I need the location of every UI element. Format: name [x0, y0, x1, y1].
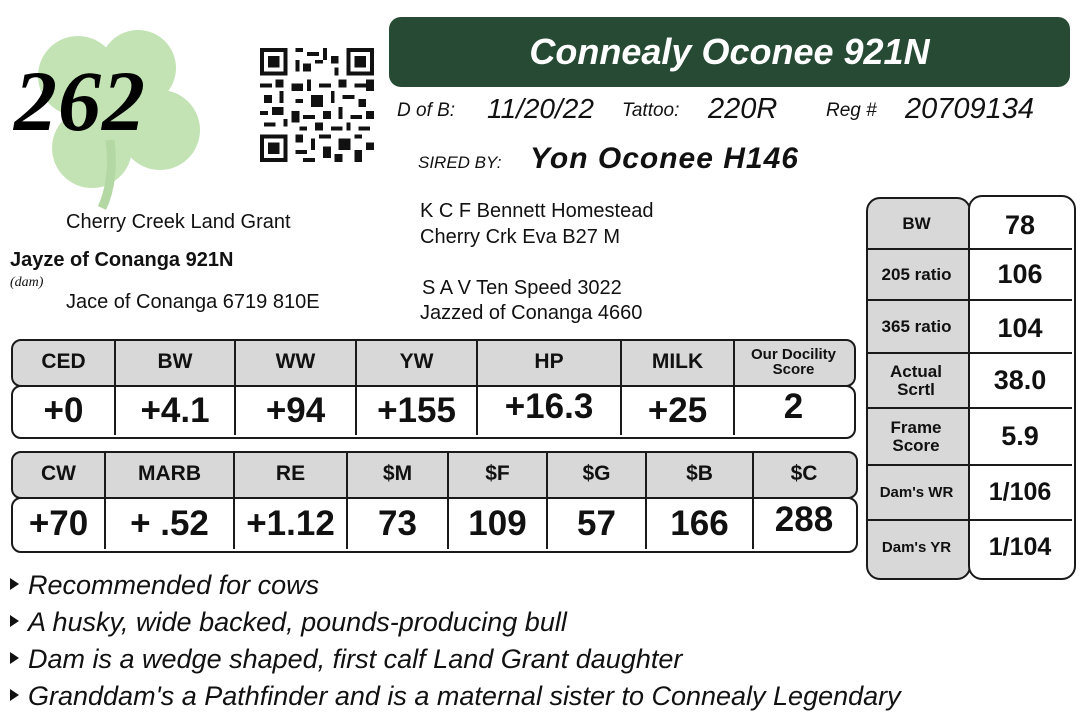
- epd-value-re: +1.12: [246, 504, 335, 543]
- epd-header-bw: BW: [157, 350, 193, 373]
- dob-value: 11/20/22: [487, 93, 594, 124]
- dam-label: (dam): [10, 275, 44, 290]
- epd-header-g: $G: [582, 462, 611, 485]
- pedigree-sire-dam: Cherry Crk Eva B27 M: [420, 226, 621, 248]
- epd-value-docility: 2: [783, 387, 804, 426]
- animal-name: Connealy Oconee 921N: [529, 31, 930, 72]
- stat-label-dam-wr: Dam's WR: [879, 484, 954, 501]
- bullet-triangle-icon: [10, 615, 19, 627]
- epd-value-hp: +16.3: [504, 387, 594, 426]
- epd-value-g: 57: [577, 504, 616, 543]
- epd-header-docility: Our Docility Score: [750, 346, 836, 378]
- sired-by-label: SIRED BY:: [418, 153, 502, 172]
- bullet-triangle-icon: [10, 578, 19, 590]
- epd-value-milk: +25: [647, 391, 708, 430]
- stat-label-205: 205 ratio: [881, 264, 952, 284]
- dob-label: D of B:: [397, 100, 456, 121]
- pedigree-dam-side-sire: S A V Ten Speed 3022: [422, 277, 622, 299]
- epd-value-cw: +70: [28, 504, 89, 543]
- note-item: Granddam's a Pathfinder and is a maternal sister to Conneal​y Legendary: [10, 681, 901, 712]
- epd-value-m: 73: [378, 504, 417, 543]
- reg-label: Reg #: [826, 100, 877, 121]
- epd-value-c: 288: [774, 500, 834, 539]
- epd-value-bw: +4.1: [140, 391, 210, 430]
- epd-value-b: 166: [670, 504, 729, 543]
- stat-value-365: 104: [997, 313, 1043, 343]
- epd-value-marb: + .52: [130, 504, 209, 543]
- epd-header-milk: MILK: [651, 350, 704, 373]
- epd-header-yw: YW: [399, 350, 434, 373]
- epd-header-cw: CW: [41, 462, 76, 485]
- stat-value-bw: 78: [1004, 209, 1036, 240]
- reg-value: 20709134: [905, 93, 1035, 125]
- epd-value-ced: +0: [43, 391, 84, 430]
- bullet-triangle-icon: [10, 689, 19, 701]
- epd-value-yw: +155: [377, 391, 456, 430]
- epd-header-c: $C: [790, 462, 818, 485]
- sire-name: Yon Oconee H146: [530, 142, 799, 175]
- epd-header-ced: CED: [41, 350, 86, 373]
- stat-label-dam-yr: Dam's YR: [881, 539, 952, 556]
- tattoo-label: Tattoo:: [622, 100, 680, 121]
- note-item: Dam is a wedge shaped, first calf Land Grant daughter: [10, 644, 682, 675]
- epd-value-ww: +94: [265, 391, 326, 430]
- bullet-triangle-icon: [10, 652, 19, 664]
- stat-value-frame: 5.9: [1001, 421, 1039, 451]
- note-item: Recommended for cows: [10, 570, 319, 601]
- stat-value-205: 106: [997, 259, 1043, 289]
- stat-value-dam-wr: 1/106: [988, 478, 1052, 506]
- stat-label-frame: Frame Score: [890, 417, 942, 455]
- epd-value-f: 109: [468, 504, 527, 543]
- stat-label-bw: BW: [902, 213, 931, 233]
- qr-code-icon[interactable]: [260, 48, 374, 162]
- lot-number: 262: [14, 53, 146, 149]
- epd-header-ww: WW: [275, 350, 316, 373]
- stat-value-scrotal: 38.0: [993, 365, 1047, 395]
- pedigree-dam-dam: Jace of Conanga 6719 810E: [66, 291, 320, 313]
- pedigree-dam-sire: Cherry Creek Land Grant: [66, 211, 291, 233]
- epd-header-hp: HP: [534, 350, 564, 373]
- stat-value-dam-yr: 1/104: [988, 533, 1052, 561]
- epd-header-m: $M: [382, 462, 413, 485]
- epd-header-re: RE: [275, 462, 306, 485]
- pedigree-sire-sire: K C F Bennett Homestead: [420, 200, 654, 222]
- epd-header-marb: MARB: [138, 462, 201, 485]
- epd-header-f: $F: [485, 462, 510, 485]
- tattoo-value: 220R: [708, 93, 778, 125]
- note-item: A husky, wide backed, pounds-producing bull: [10, 607, 567, 638]
- stat-label-365: 365 ratio: [881, 316, 952, 336]
- pedigree-dam-side-dam: Jazzed of Conanga 4660: [420, 302, 643, 324]
- stat-label-scrotal: Actual Scrtl: [890, 361, 942, 399]
- epd-header-b: $B: [686, 462, 713, 485]
- pedigree-dam: Jayze of Conanga 921N: [10, 249, 234, 271]
